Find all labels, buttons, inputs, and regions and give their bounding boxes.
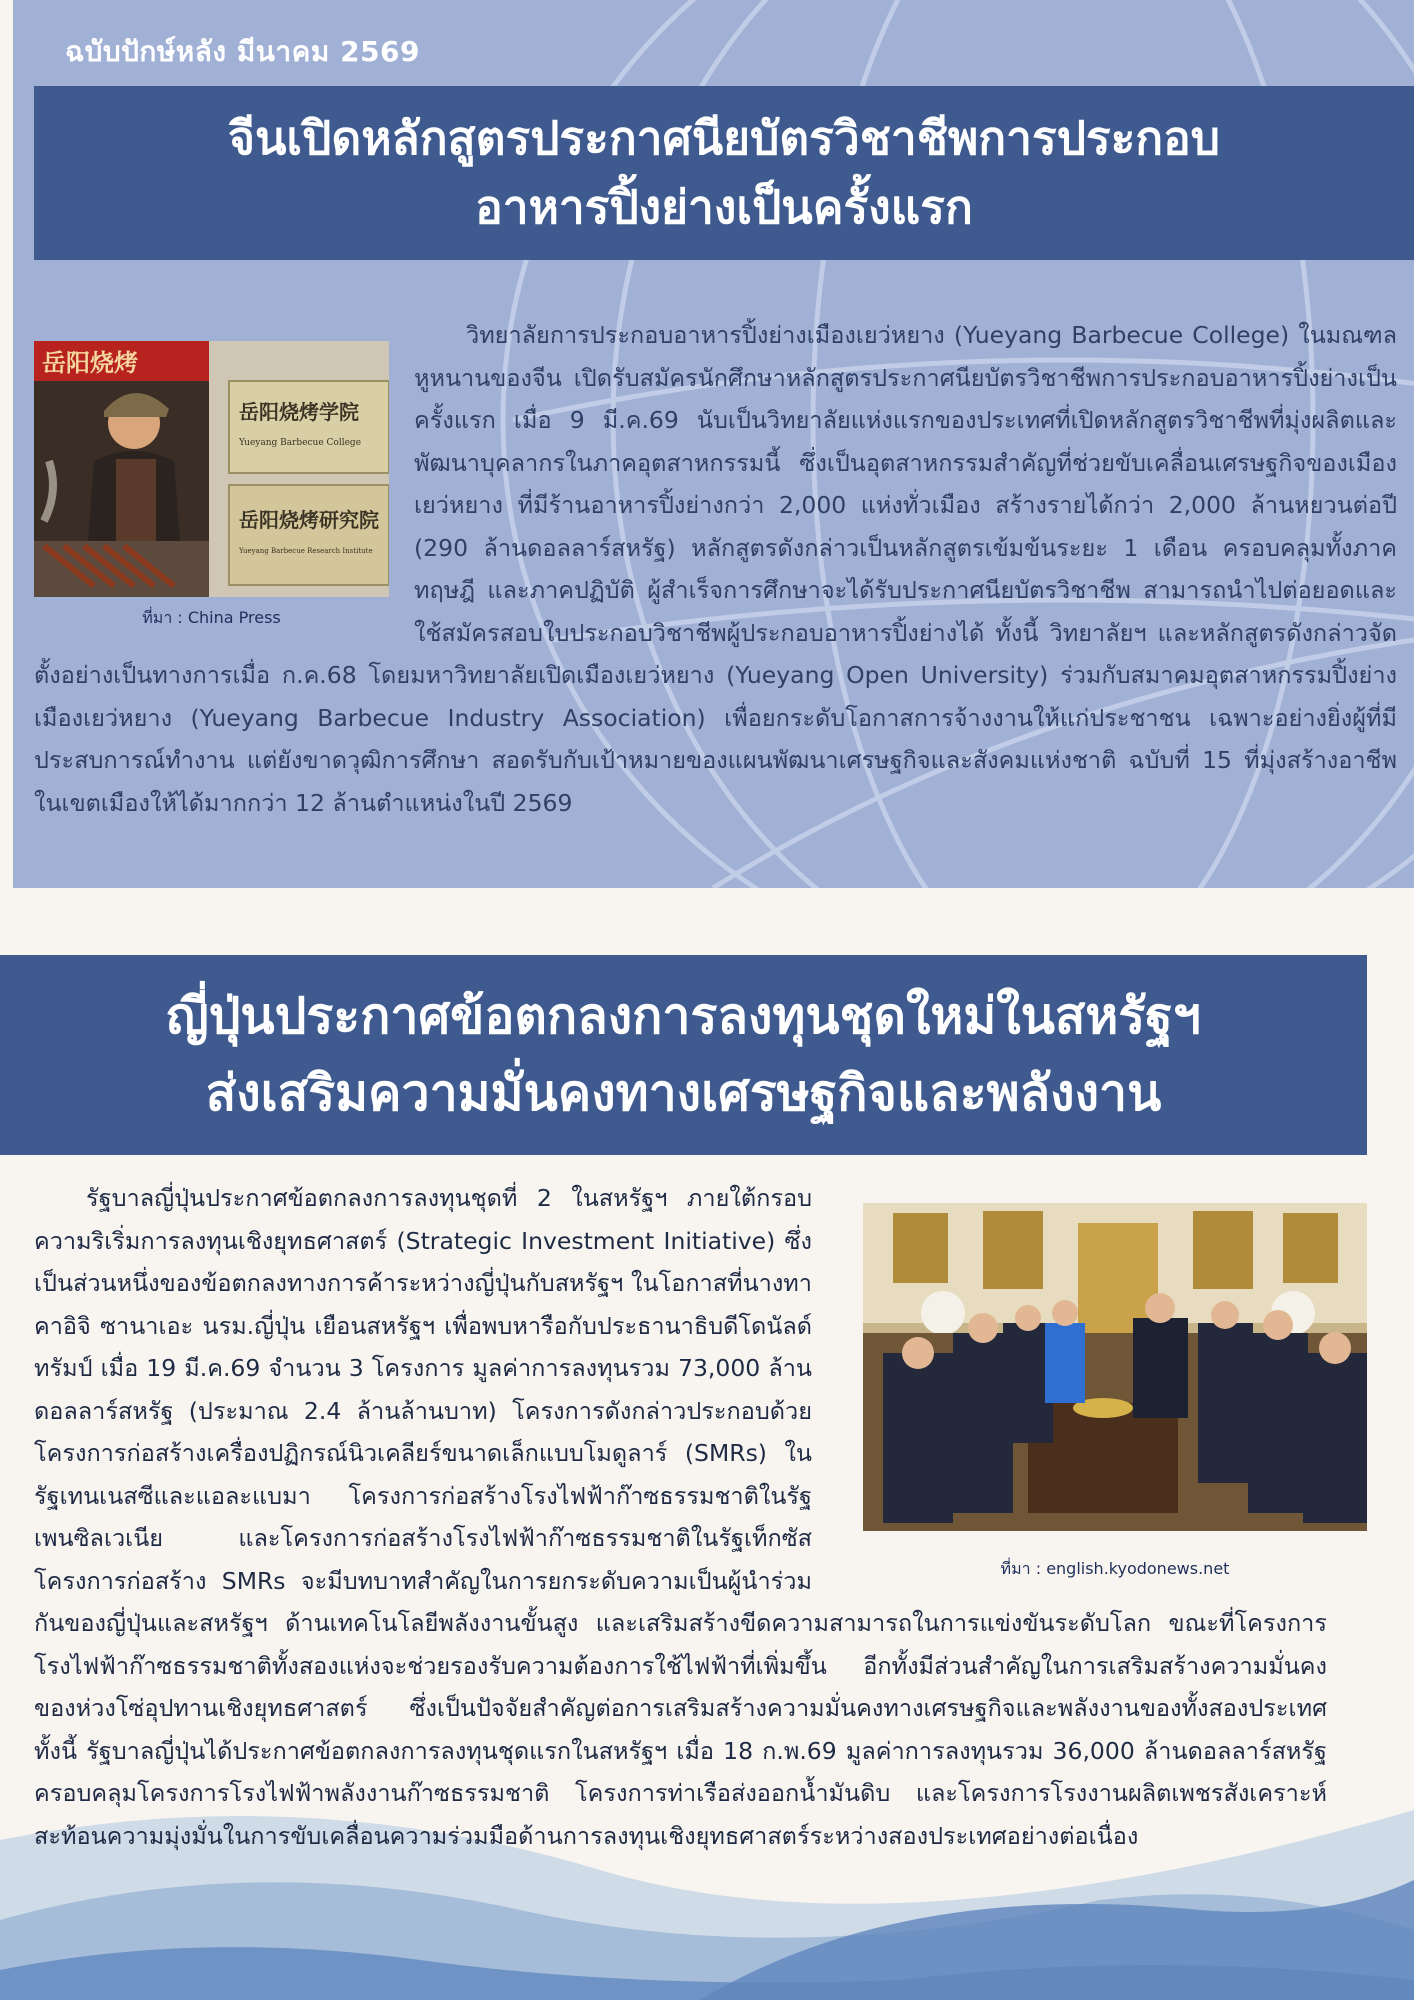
photo-spacer [812,1197,1327,1589]
plaque-text-4: Yueyang Barbecue Research Institute [239,547,373,555]
article-body-text: รัฐบาลญี่ปุ่นประกาศข้อตกลงการลงทุนชุดที่ 2 ในสหรัฐฯ ภายใต้กรอบความริเริ่มการลงทุนเชิงยุทธศาสตร์ (Strategic Investment Initiative) ซึ่งเป็นส่วนหนึ่งของข้อตกลงทางการค้าระหว่างญี่ปุ่นกับสหรัฐฯ ในโอกาสที่นางทาคาอิจิ ซานาเอะ นรม.ญี่ปุ่น เยือนสหรัฐฯ เพื่อพบหารือกับประธานาธิบดีโดนัลด์ ทรัมป์ เมื่อ 19 มี.ค.69 จำนวน 3 โครงการ มูลค่าการลงทุนรวม 73,000 ล้านดอลลาร์สหรัฐ (ประมาณ 2.4 ล้านล้านบาท) โครงการดังกล่าวประกอบด้วยโครงการก่อสร้างเครื่องปฏิกรณ์นิวเคลียร์ขนาดเล็กแบบโมดูลาร์ (SMRs) ในรัฐเทนเนสซีและแอละแบมา โครงการก่อสร้างโรงไฟฟ้าก๊าซธรรมชาติในรัฐเพนซิลเวเนีย และโครงการก่อสร้างโรงไฟฟ้าก๊าซธรรมชาติในรัฐเท็กซัส โครงการก่อสร้าง SMRs จะมีบทบาทสำคัญในการยกระดับความเป็นผู้นำร่วมกันของญี่ปุ่นและสหรัฐฯ ด้านเทคโนโลยีพลังงานขั้นสูง และเสริมสร้างขีดความสามารถในการแข่งขันระดับโลก ขณะที่โครงการโรงไฟฟ้าก๊าซธรรมชาติทั้งสองแห่งจะช่วยรองรับความต้องการใช้ไฟฟ้าที่เพิ่มขึ้น อีกทั้งมีส่วนสำคัญในการเสริมสร้างความมั่นคงของห่วงโซ่อุปทานเชิงยุทธศาสตร์ ซึ่งเป็นปัจจัยสำคัญต่อการเสริมสร้างความมั่นคงทางเศรษฐกิจและพลังงานของทั้งสองประเทศ ทั้งนี้ รัฐบาลญี่ปุ่นได้ประกาศข้อตกลงการลงทุนชุดแรกในสหรัฐฯ เมื่อ 18 ก.พ.69 มูลค่าการลงทุนรวม 36,000 ล้านดอลลาร์สหรัฐ ครอบคลุมโครงการโรงไฟฟ้าพลังงานก๊าซธรรมชาติ โครงการท่าเรือส่งออกน้ำมันดิบ และโครงการโรงงานผลิตเพชรสังเคราะห์สะท้อนความมุ่งมั่นในการขับเคลื่อนความร่วมมือด้านการลงทุนเชิงยุทธศาสตร์ระหว่างสองประเทศอย่างต่อเนื่อง [34,1184,1327,1850]
plaque-text-3: 岳阳烧烤研究院 [239,508,379,532]
article-title [0,955,1367,1155]
photo-caption: ที่มา : China Press [142,608,281,627]
plaque-text-1: 岳阳烧烤学院 [239,400,359,424]
article-body [34,1177,1327,1857]
photo-caption: ที่มา : english.kyodonews.net [1000,1559,1230,1578]
article-title [34,86,1414,260]
photo-spacer [34,332,414,652]
article-body-text: วิทยาลัยการประกอบอาหารปิ้งย่างเมืองเยว่หยาง (Yueyang Barbecue College) ในมณฑลหูหนานของจีน เปิดรับสมัครนักศึกษาหลักสูตรประกาศนียบัตรวิชาชีพการประกอบอาหารปิ้งย่างเป็นครั้งแรก เมื่อ 9 มี.ค.69 นับเป็นวิทยาลัยแห่งแรกของประเทศที่เปิดหลักสูตรวิชาชีพที่มุ่งผลิตและพัฒนาบุคลากรในภาคอุตสาหกรรมนี้ ซึ่งเป็นอุตสาหกรรมสำคัญที่ช่วยขับเคลื่อนเศรษฐกิจของเมืองเยว่หยาง ที่มีร้านอาหารปิ้งย่างกว่า 2,000 แห่งทั่วเมือง สร้างรายได้กว่า 2,000 ล้านหยวนต่อปี (290 ล้านดอลลาร์สหรัฐ) หลักสูตรดังกล่าวเป็นหลักสูตรเข้มข้นระยะ 1 เดือน ครอบคลุมทั้งภาคทฤษฎี และภาคปฏิบัติ ผู้สำเร็จการศึกษาจะได้รับประกาศนียบัตรวิชาชีพ สามารถนำไปต่อยอดและใช้สมัครสอบใบประกอบวิชาชีพผู้ประกอบอาหารปิ้งย่างได้ ทั้งนี้ วิทยาลัยฯ และหลักสูตรดังกล่าวจัดตั้งอย่างเป็นทางการเมื่อ ก.ค.68 โดยมหาวิทยาลัยเปิดเมืองเยว่หยาง (Yueyang Open University) ร่วมกับสมาคมอุตสาหกรรมปิ้งย่างเมืองเยว่หยาง (Yueyang Barbecue Industry Association) เพื่อยกระดับโอกาสการจ้างงานให้แก่ประชาชน เฉพาะอย่างยิ่งผู้ที่มีประสบการณ์ทำงาน แต่ยังขาดวุฒิการศึกษา สอดรับกับเป้าหมายของแผนพัฒนาเศรษฐกิจและสังคมแห่งชาติ ฉบับที่ 15 ที่มุ่งสร้างอาชีพในเขตเมืองให้ได้มากกว่า 12 ล้านตำแหน่งในปี 2569 [34,321,1397,817]
edition-label: ฉบับปักษ์หลัง มีนาคม 2569 [65,35,421,68]
title-line-2: อาหารปิ้งย่างเป็นครั้งแรก [475,180,973,234]
article-china-section [13,0,1414,888]
title-line-2: ส่งเสริมความมั่นคงทางเศรษฐกิจและพลังงาน [205,1064,1162,1122]
article-body [34,314,1397,824]
title-line-1: ญี่ปุ่นประกาศข้อตกลงการลงทุนชุดใหม่ในสหรัฐฯ [166,986,1201,1045]
title-line-1: จีนเปิดหลักสูตรประกาศนียบัตรวิชาชีพการประกอบ [228,111,1220,165]
plaque-text-2: Yueyang Barbecue College [239,438,362,448]
red-sign-text: 岳阳烧烤 [42,349,138,377]
